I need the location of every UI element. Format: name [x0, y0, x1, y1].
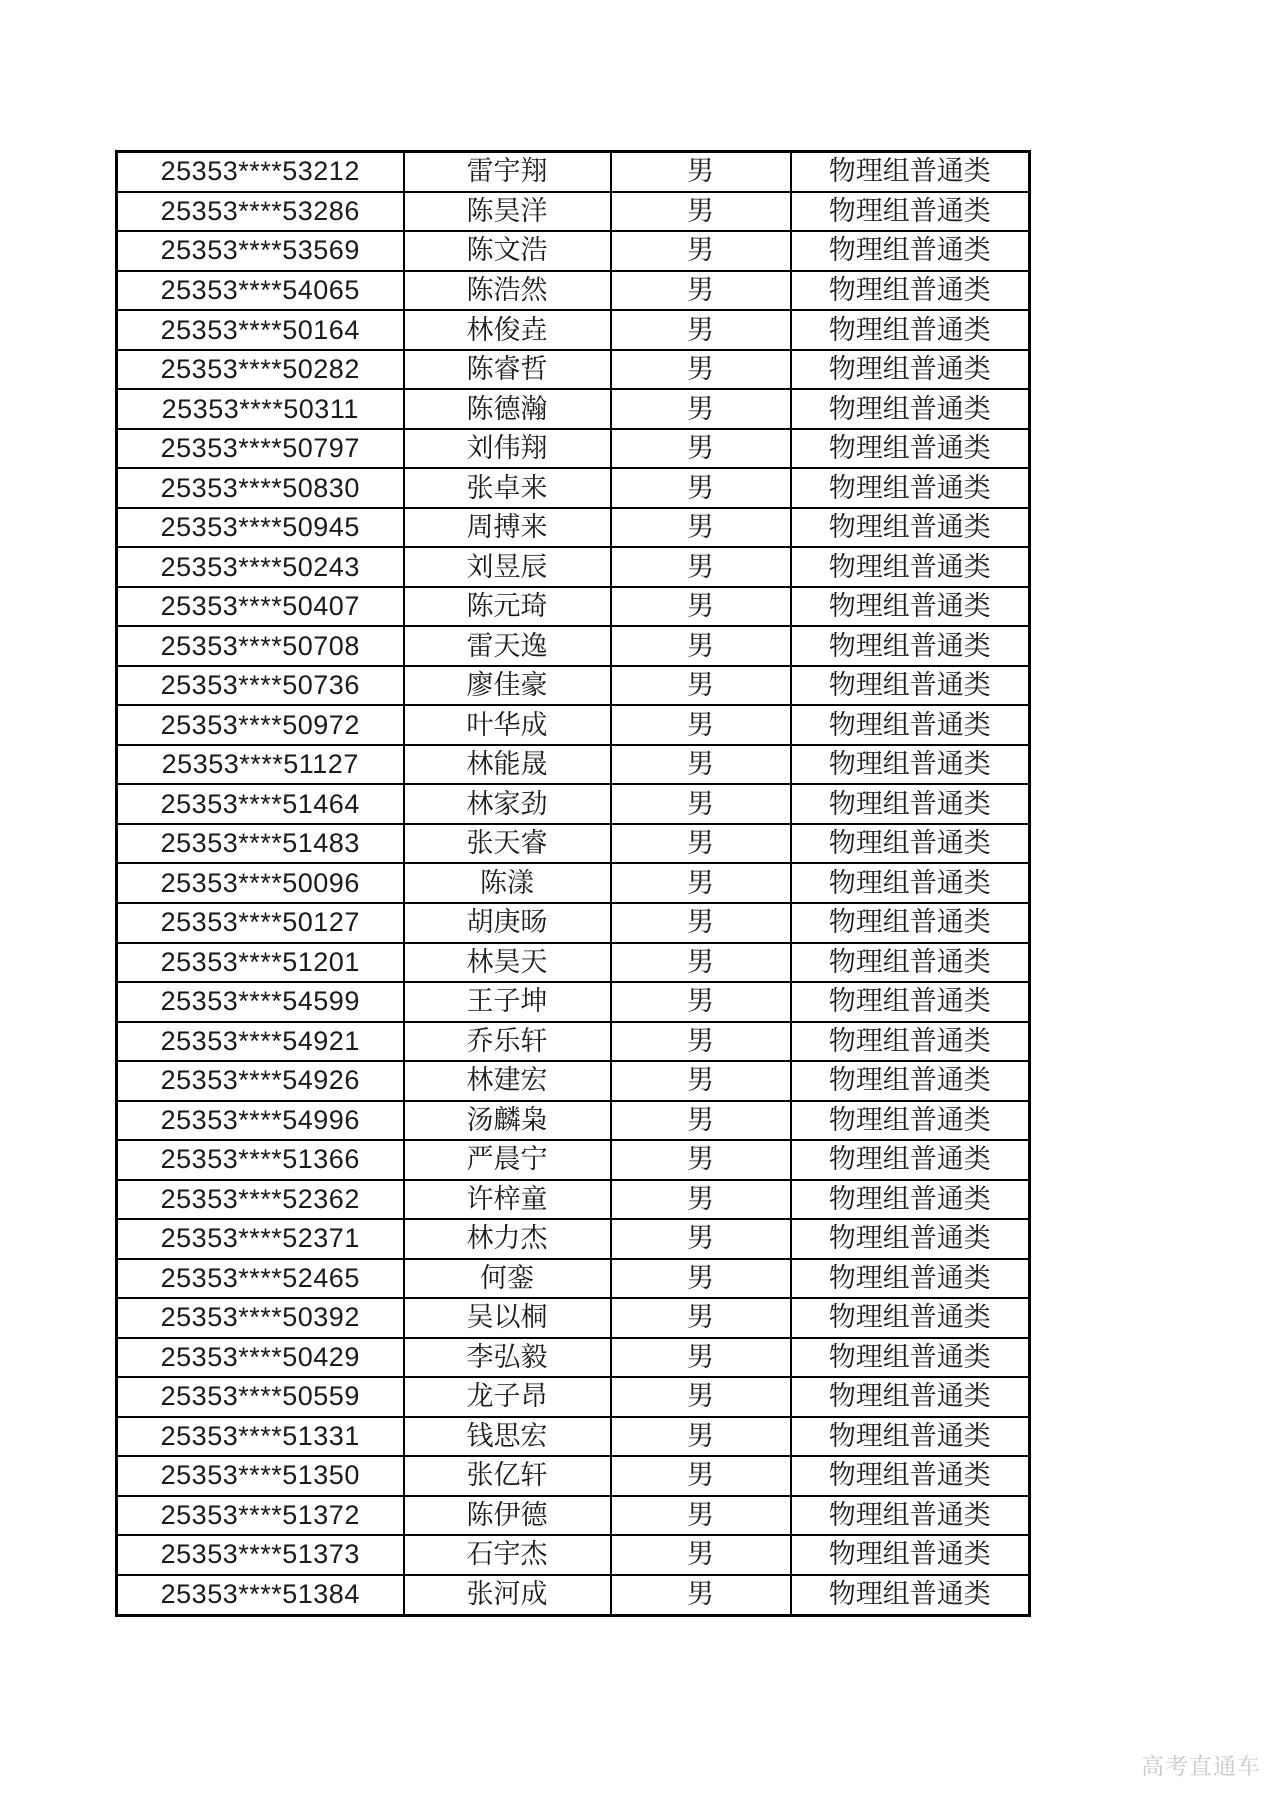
- gender-cell: 男: [611, 1022, 791, 1062]
- table-row: [117, 310, 1030, 350]
- table-row: [117, 1101, 1030, 1141]
- category-cell: 物理组普通类: [791, 389, 1030, 429]
- candidate-id-cell: 25353****50096: [117, 863, 404, 903]
- table-row: [117, 1259, 1030, 1299]
- name-cell: 陈文浩: [404, 231, 611, 271]
- candidate-id-cell: 25353****54921: [117, 1022, 404, 1062]
- gender-cell: 男: [611, 1219, 791, 1259]
- gender-cell: 男: [611, 350, 791, 390]
- candidate-id-cell: 25353****50429: [117, 1338, 404, 1378]
- category-cell: 物理组普通类: [791, 863, 1030, 903]
- candidate-id-cell: 25353****50559: [117, 1377, 404, 1417]
- table-row: [117, 626, 1030, 666]
- category-cell: 物理组普通类: [791, 1101, 1030, 1141]
- candidate-id-cell: 25353****50945: [117, 508, 404, 548]
- table-row: [117, 1496, 1030, 1536]
- table-row: [117, 389, 1030, 429]
- gender-cell: 男: [611, 1575, 791, 1616]
- candidate-id-cell: 25353****52371: [117, 1219, 404, 1259]
- candidate-id-cell: 25353****51373: [117, 1535, 404, 1575]
- name-cell: 严晨宁: [404, 1140, 611, 1180]
- name-cell: 汤麟枭: [404, 1101, 611, 1141]
- category-cell: 物理组普通类: [791, 508, 1030, 548]
- category-cell: 物理组普通类: [791, 271, 1030, 311]
- gender-cell: 男: [611, 587, 791, 627]
- table-row: [117, 1417, 1030, 1457]
- gender-cell: 男: [611, 705, 791, 745]
- candidate-id-cell: 25353****51350: [117, 1456, 404, 1496]
- candidate-id-cell: 25353****53569: [117, 231, 404, 271]
- candidate-id-cell: 25353****50407: [117, 587, 404, 627]
- name-cell: 张天睿: [404, 824, 611, 864]
- name-cell: 林建宏: [404, 1061, 611, 1101]
- name-cell: 陈浩然: [404, 271, 611, 311]
- table-row: [117, 231, 1030, 271]
- candidate-id-cell: 25353****50830: [117, 468, 404, 508]
- gender-cell: 男: [611, 310, 791, 350]
- table-row: [117, 350, 1030, 390]
- gender-cell: 男: [611, 903, 791, 943]
- table-row: [117, 1180, 1030, 1220]
- name-cell: 胡庚旸: [404, 903, 611, 943]
- name-cell: 林力杰: [404, 1219, 611, 1259]
- table-row: [117, 943, 1030, 983]
- candidate-id-cell: 25353****54599: [117, 982, 404, 1022]
- category-cell: 物理组普通类: [791, 152, 1030, 192]
- category-cell: 物理组普通类: [791, 903, 1030, 943]
- table-row: [117, 547, 1030, 587]
- gender-cell: 男: [611, 943, 791, 983]
- category-cell: 物理组普通类: [791, 1496, 1030, 1536]
- gender-cell: 男: [611, 192, 791, 232]
- table-row: [117, 824, 1030, 864]
- candidate-id-cell: 25353****50164: [117, 310, 404, 350]
- category-cell: 物理组普通类: [791, 824, 1030, 864]
- candidate-id-cell: 25353****50243: [117, 547, 404, 587]
- table-row: [117, 429, 1030, 469]
- table-row: [117, 1061, 1030, 1101]
- gender-cell: 男: [611, 863, 791, 903]
- candidate-id-cell: 25353****53286: [117, 192, 404, 232]
- gender-cell: 男: [611, 666, 791, 706]
- category-cell: 物理组普通类: [791, 784, 1030, 824]
- name-cell: 陈德瀚: [404, 389, 611, 429]
- name-cell: 王子坤: [404, 982, 611, 1022]
- name-cell: 陈睿哲: [404, 350, 611, 390]
- candidate-id-cell: 25353****51483: [117, 824, 404, 864]
- candidate-id-cell: 25353****52362: [117, 1180, 404, 1220]
- table-row: [117, 784, 1030, 824]
- name-cell: 乔乐轩: [404, 1022, 611, 1062]
- table-row: [117, 1298, 1030, 1338]
- category-cell: 物理组普通类: [791, 468, 1030, 508]
- candidate-id-cell: 25353****51384: [117, 1575, 404, 1616]
- name-cell: 张河成: [404, 1575, 611, 1616]
- gender-cell: 男: [611, 231, 791, 271]
- name-cell: 陈元琦: [404, 587, 611, 627]
- name-cell: 林昊天: [404, 943, 611, 983]
- candidate-id-cell: 25353****54065: [117, 271, 404, 311]
- table-row: [117, 1456, 1030, 1496]
- name-cell: 林家劲: [404, 784, 611, 824]
- category-cell: 物理组普通类: [791, 350, 1030, 390]
- table-row: [117, 745, 1030, 785]
- name-cell: 张卓来: [404, 468, 611, 508]
- gender-cell: 男: [611, 1298, 791, 1338]
- table-row: [117, 705, 1030, 745]
- candidate-id-cell: 25353****51331: [117, 1417, 404, 1457]
- name-cell: 何銮: [404, 1259, 611, 1299]
- gender-cell: 男: [611, 429, 791, 469]
- gender-cell: 男: [611, 1101, 791, 1141]
- table-row: [117, 666, 1030, 706]
- category-cell: 物理组普通类: [791, 231, 1030, 271]
- category-cell: 物理组普通类: [791, 587, 1030, 627]
- name-cell: 廖佳豪: [404, 666, 611, 706]
- table-row: [117, 1575, 1030, 1616]
- category-cell: 物理组普通类: [791, 1575, 1030, 1616]
- gender-cell: 男: [611, 508, 791, 548]
- table-row: [117, 587, 1030, 627]
- table-row: [117, 863, 1030, 903]
- gender-cell: 男: [611, 271, 791, 311]
- candidate-id-cell: 25353****54996: [117, 1101, 404, 1141]
- category-cell: 物理组普通类: [791, 1061, 1030, 1101]
- name-cell: 林能晟: [404, 745, 611, 785]
- candidate-id-cell: 25353****51372: [117, 1496, 404, 1536]
- gender-cell: 男: [611, 1140, 791, 1180]
- category-cell: 物理组普通类: [791, 1338, 1030, 1378]
- category-cell: 物理组普通类: [791, 1417, 1030, 1457]
- gender-cell: 男: [611, 1180, 791, 1220]
- table-row: [117, 152, 1030, 192]
- candidate-id-cell: 25353****51127: [117, 745, 404, 785]
- table-row: [117, 1140, 1030, 1180]
- gender-cell: 男: [611, 824, 791, 864]
- name-cell: 陈昊洋: [404, 192, 611, 232]
- name-cell: 刘昱辰: [404, 547, 611, 587]
- category-cell: 物理组普通类: [791, 429, 1030, 469]
- candidate-id-cell: 25353****50311: [117, 389, 404, 429]
- gender-cell: 男: [611, 1338, 791, 1378]
- category-cell: 物理组普通类: [791, 192, 1030, 232]
- name-cell: 李弘毅: [404, 1338, 611, 1378]
- candidate-table: [115, 150, 1031, 1617]
- table-row: [117, 1338, 1030, 1378]
- category-cell: 物理组普通类: [791, 1456, 1030, 1496]
- category-cell: 物理组普通类: [791, 1298, 1030, 1338]
- name-cell: 陈伊德: [404, 1496, 611, 1536]
- gender-cell: 男: [611, 389, 791, 429]
- candidate-id-cell: 25353****54926: [117, 1061, 404, 1101]
- name-cell: 张亿轩: [404, 1456, 611, 1496]
- table-row: [117, 468, 1030, 508]
- name-cell: 刘伟翔: [404, 429, 611, 469]
- table-row: [117, 1535, 1030, 1575]
- candidate-id-cell: 25353****52465: [117, 1259, 404, 1299]
- table-row: [117, 508, 1030, 548]
- category-cell: 物理组普通类: [791, 982, 1030, 1022]
- gender-cell: 男: [611, 1377, 791, 1417]
- name-cell: 龙子昂: [404, 1377, 611, 1417]
- candidate-table-body: [117, 152, 1030, 1616]
- category-cell: 物理组普通类: [791, 1259, 1030, 1299]
- candidate-id-cell: 25353****50127: [117, 903, 404, 943]
- gender-cell: 男: [611, 152, 791, 192]
- gender-cell: 男: [611, 626, 791, 666]
- category-cell: 物理组普通类: [791, 1377, 1030, 1417]
- gender-cell: 男: [611, 1456, 791, 1496]
- gender-cell: 男: [611, 547, 791, 587]
- category-cell: 物理组普通类: [791, 1180, 1030, 1220]
- candidate-id-cell: 25353****50972: [117, 705, 404, 745]
- gender-cell: 男: [611, 468, 791, 508]
- gender-cell: 男: [611, 784, 791, 824]
- category-cell: 物理组普通类: [791, 1535, 1030, 1575]
- candidate-id-cell: 25353****50708: [117, 626, 404, 666]
- category-cell: 物理组普通类: [791, 1140, 1030, 1180]
- category-cell: 物理组普通类: [791, 547, 1030, 587]
- candidate-id-cell: 25353****51464: [117, 784, 404, 824]
- category-cell: 物理组普通类: [791, 943, 1030, 983]
- name-cell: 林俊垚: [404, 310, 611, 350]
- category-cell: 物理组普通类: [791, 1219, 1030, 1259]
- candidate-id-cell: 25353****50282: [117, 350, 404, 390]
- table-row: [117, 192, 1030, 232]
- name-cell: 吴以桐: [404, 1298, 611, 1338]
- table-row: [117, 982, 1030, 1022]
- name-cell: 许梓童: [404, 1180, 611, 1220]
- category-cell: 物理组普通类: [791, 705, 1030, 745]
- table-row: [117, 1219, 1030, 1259]
- category-cell: 物理组普通类: [791, 666, 1030, 706]
- category-cell: 物理组普通类: [791, 626, 1030, 666]
- gender-cell: 男: [611, 1061, 791, 1101]
- category-cell: 物理组普通类: [791, 745, 1030, 785]
- gender-cell: 男: [611, 1496, 791, 1536]
- name-cell: 陈漾: [404, 863, 611, 903]
- table-row: [117, 1022, 1030, 1062]
- name-cell: 钱思宏: [404, 1417, 611, 1457]
- gender-cell: 男: [611, 1259, 791, 1299]
- gender-cell: 男: [611, 982, 791, 1022]
- name-cell: 周搏来: [404, 508, 611, 548]
- candidate-id-cell: 25353****53212: [117, 152, 404, 192]
- name-cell: 雷宇翔: [404, 152, 611, 192]
- candidate-id-cell: 25353****51201: [117, 943, 404, 983]
- candidate-id-cell: 25353****51366: [117, 1140, 404, 1180]
- name-cell: 雷天逸: [404, 626, 611, 666]
- gender-cell: 男: [611, 1417, 791, 1457]
- candidate-id-cell: 25353****50736: [117, 666, 404, 706]
- table-row: [117, 903, 1030, 943]
- category-cell: 物理组普通类: [791, 310, 1030, 350]
- table-row: [117, 271, 1030, 311]
- gender-cell: 男: [611, 1535, 791, 1575]
- watermark: 高考直通车: [1141, 1753, 1261, 1779]
- gender-cell: 男: [611, 745, 791, 785]
- candidate-id-cell: 25353****50392: [117, 1298, 404, 1338]
- category-cell: 物理组普通类: [791, 1022, 1030, 1062]
- candidate-id-cell: 25353****50797: [117, 429, 404, 469]
- name-cell: 石宇杰: [404, 1535, 611, 1575]
- name-cell: 叶华成: [404, 705, 611, 745]
- table-row: [117, 1377, 1030, 1417]
